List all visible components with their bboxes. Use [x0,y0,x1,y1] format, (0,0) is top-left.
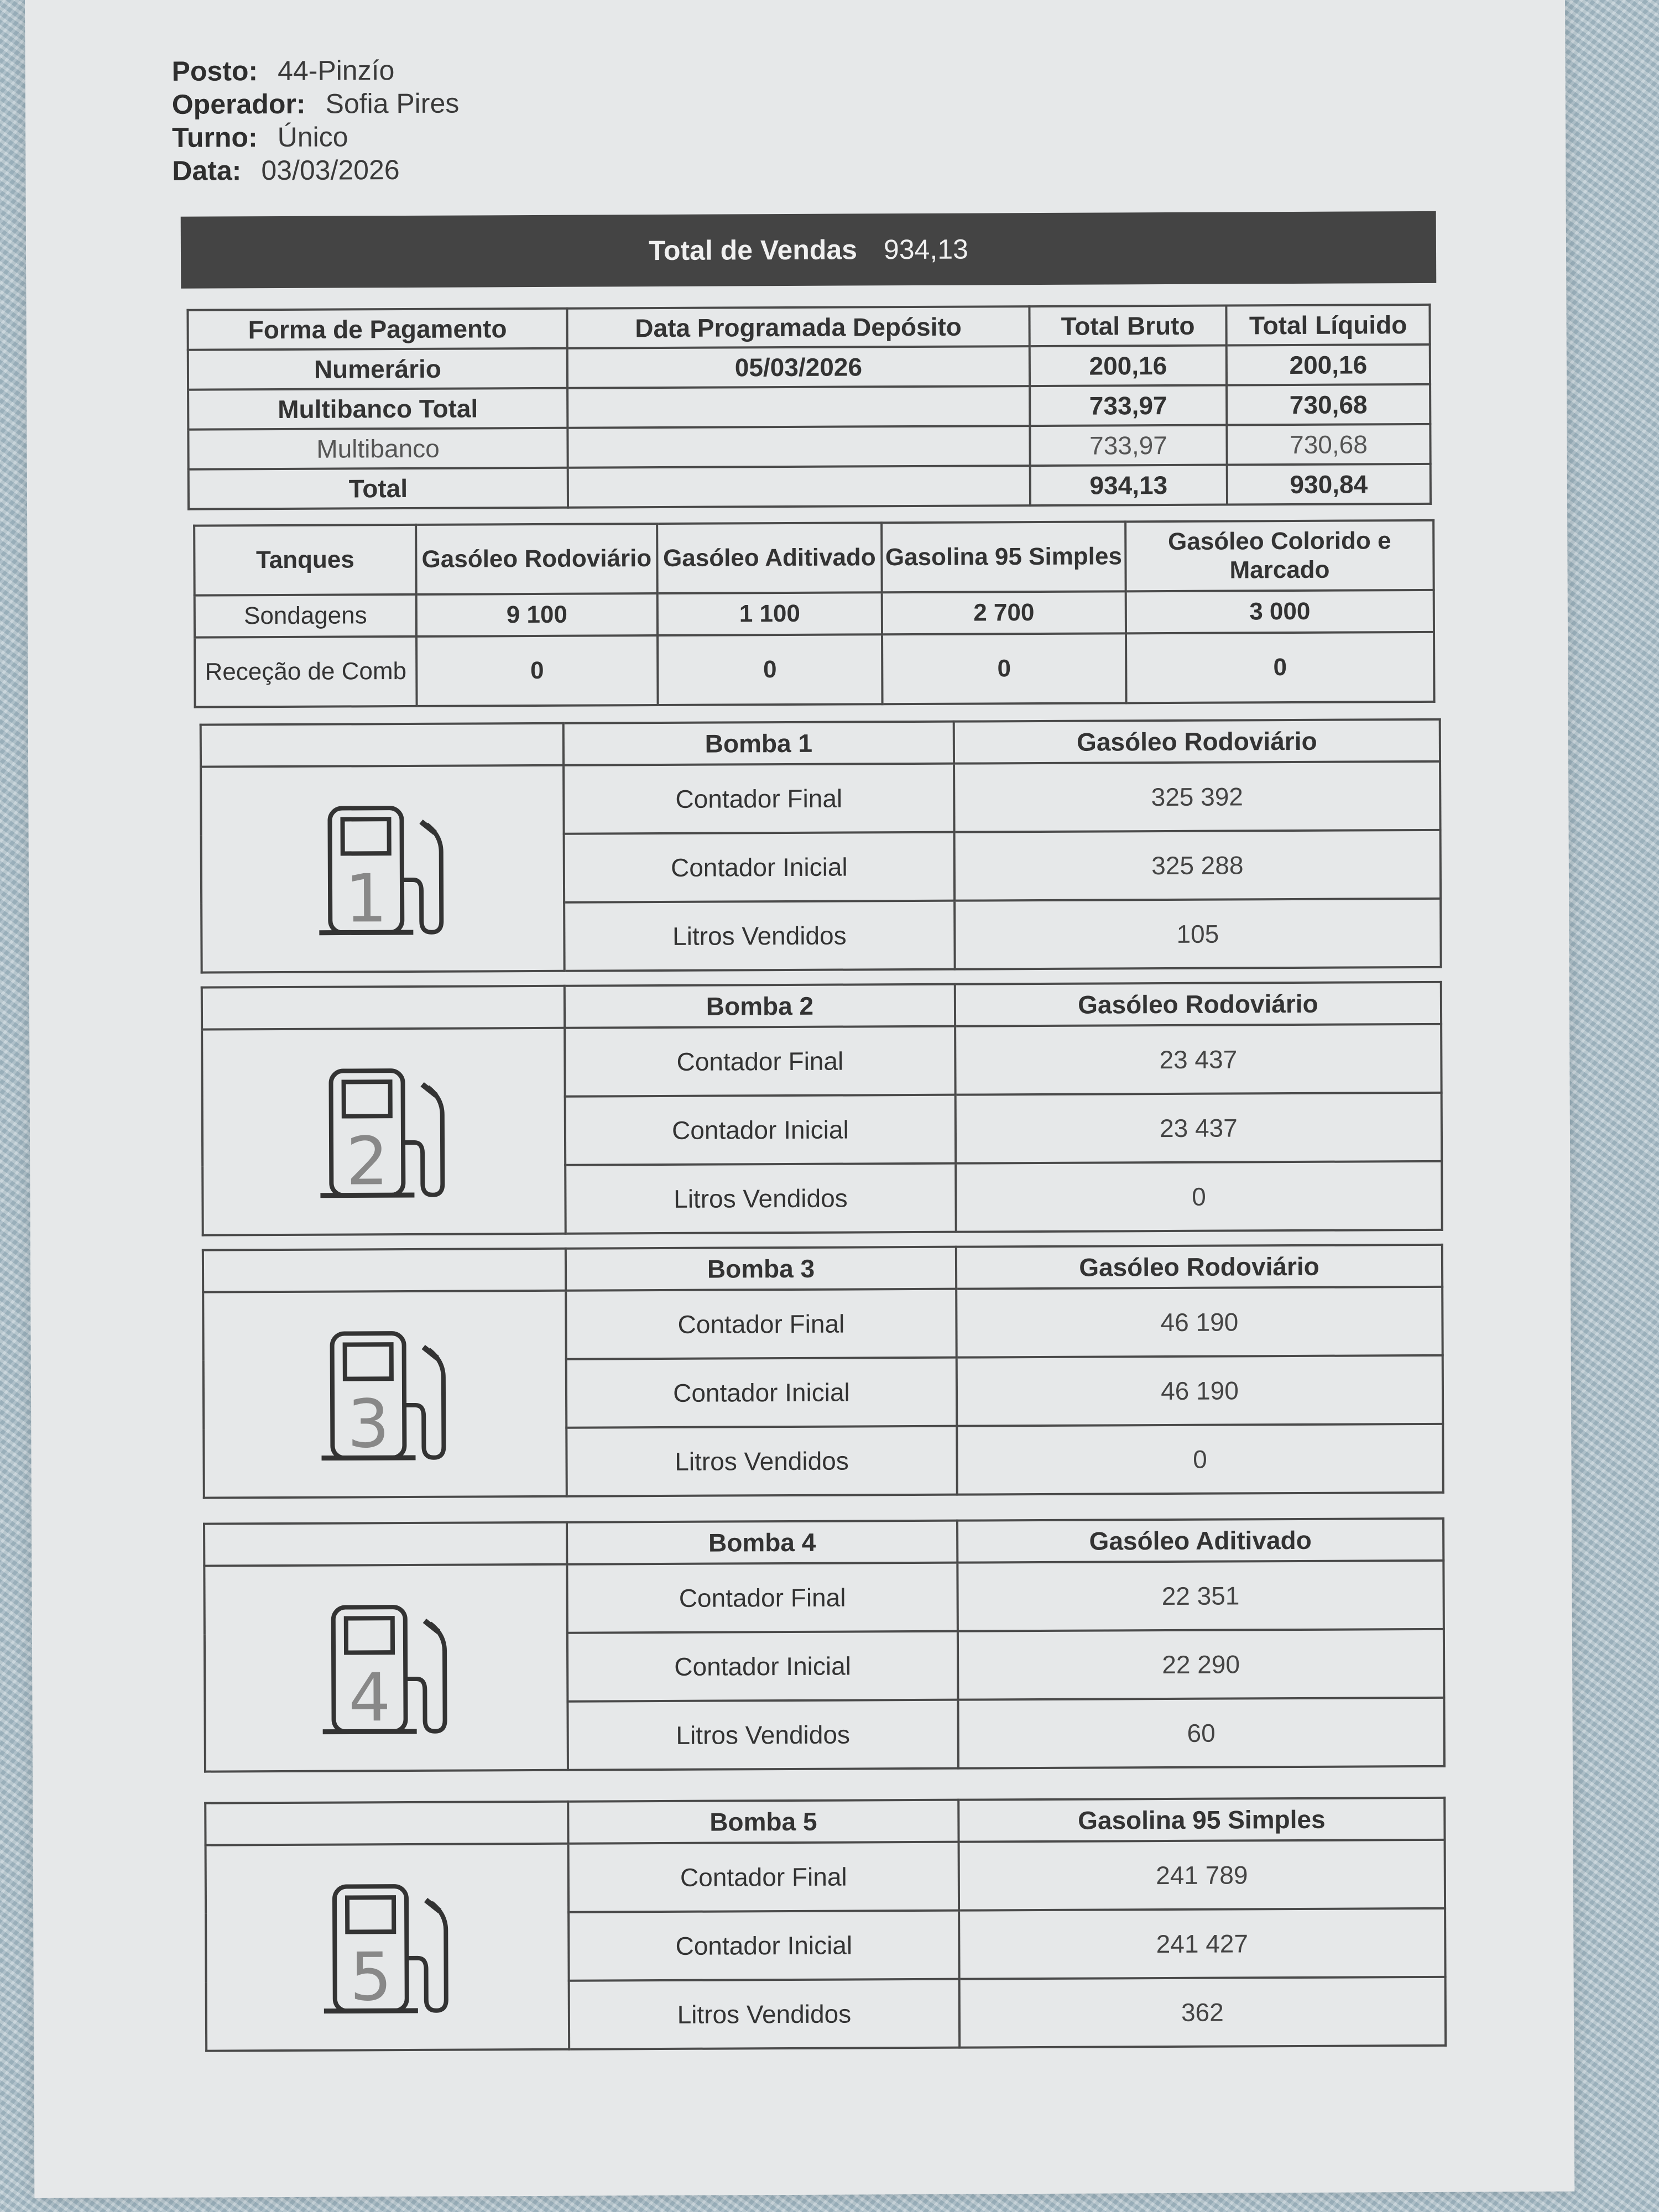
litros-vendidos-value: 0 [957,1424,1443,1495]
pump-table-5 [204,1797,1447,2052]
table-row [201,761,1441,836]
litros-vendidos-label: Litros Vendidos [569,1979,960,2049]
table-row [188,384,1430,430]
litros-vendidos-value: 0 [956,1161,1442,1232]
rececao-value: 0 [1126,632,1434,703]
fuel-pump-icon [321,1870,454,2025]
litros-vendidos-value: 60 [958,1698,1444,1768]
contador-final-label: Contador Final [564,764,954,834]
payment-data [567,386,1030,428]
payment-liquido: 730,68 [1227,424,1430,465]
pump-fuel: Gasóleo Rodoviário [956,1245,1442,1289]
pump-name: Bomba 3 [566,1247,956,1291]
contador-inicial-value: 22 290 [958,1629,1444,1700]
sondagens-label: Sondagens [195,594,416,638]
fuel-pump-icon [317,1054,450,1209]
pump-number: 1 [345,860,388,938]
pump-fuel: Gasóleo Rodoviário [954,719,1440,764]
pump-table-3 [202,1244,1444,1499]
pump-number: 5 [349,1939,393,2016]
pump-name: Bomba 2 [565,984,955,1028]
payment-data [567,426,1030,468]
sondagem-value: 9 100 [416,593,658,637]
fuel-pump-icon-cell [206,1844,570,2051]
data-label: Data: [172,155,242,186]
contador-inicial-label: Contador Inicial [567,1631,958,1702]
payment-liquido: 200,16 [1227,345,1430,385]
litros-vendidos-value: 105 [954,899,1441,969]
tanks-header-col: Gasóleo Aditivado [657,523,882,593]
pump-header-empty [201,723,564,767]
contador-final-label: Contador Final [565,1026,956,1097]
rececao-value: 0 [416,635,658,706]
turno-value: Único [277,121,348,153]
pump-table-2 [201,981,1443,1237]
litros-vendidos-label: Litros Vendidos [565,1164,956,1234]
sondagem-value: 2 700 [882,591,1126,634]
table-row [206,1840,1446,1914]
contador-inicial-value: 325 288 [954,830,1441,901]
total-vendas-label: Total de Vendas [648,234,858,267]
fuel-pump-icon-cell [202,1028,566,1235]
contador-inicial-label: Contador Inicial [568,1911,959,1981]
contador-inicial-value: 23 437 [956,1093,1442,1164]
payments-header-bruto: Total Bruto [1029,306,1226,347]
contador-final-value: 23 437 [955,1024,1442,1095]
contador-final-label: Contador Final [567,1563,958,1633]
pump-fuel: Gasóleo Aditivado [957,1519,1443,1563]
sondagem-value: 3 000 [1126,590,1434,633]
litros-vendidos-value: 362 [959,1977,1446,2048]
contador-inicial-label: Contador Inicial [565,1095,956,1165]
rececao-value: 0 [882,633,1126,704]
tanks-header-col: Gasolina 95 Simples [881,521,1126,592]
pump-header-row [205,1798,1444,1845]
pump-table-1 [200,718,1442,974]
fuel-pump-icon [320,1590,453,1746]
pump-header-empty [202,986,565,1030]
tanks-header-col: Gasóleo Rodoviário [416,524,658,594]
sondagem-value: 1 100 [658,592,882,635]
pump-number: 4 [348,1660,391,1737]
table-row [203,1287,1443,1361]
pump-fuel: Gasolina 95 Simples [958,1798,1444,1842]
pump-name: Bomba 1 [564,722,954,765]
payment-liquido: 730,68 [1227,384,1430,425]
pump-header-empty [204,1522,567,1566]
payments-table [186,304,1432,510]
payments-header-row [187,305,1430,350]
litros-vendidos-label: Litros Vendidos [566,1426,957,1496]
operador-value: Sofia Pires [325,87,460,119]
contador-final-value: 22 351 [957,1561,1444,1631]
payment-bruto: 733,97 [1030,425,1227,466]
contador-inicial-value: 46 190 [957,1355,1443,1426]
table-row [202,1024,1442,1098]
fuel-pump-icon [316,791,449,947]
pump-header-empty [203,1249,566,1292]
report-header [171,54,460,187]
table-row [189,464,1431,509]
posto-label: Posto: [171,55,258,87]
payment-forma: Multibanco Total [188,388,567,430]
contador-final-label: Contador Final [568,1842,959,1912]
pump-header-row [204,1519,1443,1566]
total-vendas-bar [181,211,1437,289]
payment-forma: Total [189,468,568,509]
pump-header-row [202,982,1441,1030]
contador-final-label: Contador Final [566,1289,957,1359]
payment-bruto: 934,13 [1030,465,1227,506]
payment-bruto: 733,97 [1030,385,1227,426]
pump-number: 2 [346,1123,389,1201]
table-row [195,632,1434,707]
fuel-pump-icon [318,1317,451,1472]
report-paper [25,0,1574,2198]
tanks-header-tanques: Tanques [194,525,416,596]
fuel-pump-icon-cell [201,765,565,973]
payment-liquido: 930,84 [1227,464,1431,505]
fuel-pump-icon-cell [204,1564,568,1772]
contador-inicial-label: Contador Inicial [564,832,955,902]
total-vendas-value: 934,13 [883,233,969,265]
payment-bruto: 200,16 [1030,346,1227,387]
pump-header-row [201,719,1440,767]
table-row [188,424,1430,469]
turno-label: Turno: [171,122,258,153]
pump-fuel: Gasóleo Rodoviário [955,982,1441,1026]
payment-forma: Multibanco [188,428,567,469]
tanks-table [193,519,1435,708]
payments-header-liquido: Total Líquido [1226,305,1430,346]
rececao-value: 0 [658,634,883,705]
posto-value: 44-Pinzío [277,55,395,87]
table-row [188,345,1430,390]
contador-final-value: 325 392 [954,761,1441,832]
pump-header-empty [205,1802,568,1845]
pump-header-row [203,1245,1442,1292]
litros-vendidos-label: Litros Vendidos [564,901,955,971]
pump-name: Bomba 5 [568,1800,958,1844]
pump-table-4 [203,1517,1446,1773]
table-row [204,1561,1444,1635]
contador-inicial-label: Contador Inicial [566,1358,957,1428]
contador-final-value: 46 190 [956,1287,1443,1358]
table-row [195,590,1434,638]
tanks-header-row [194,520,1434,596]
payment-data [568,466,1030,508]
data-value: 03/03/2026 [261,154,400,186]
payment-data: 05/03/2026 [567,346,1030,388]
payments-header-data: Data Programada Depósito [567,306,1029,348]
litros-vendidos-label: Litros Vendidos [567,1700,958,1770]
payment-forma: Numerário [188,348,567,390]
contador-inicial-value: 241 427 [959,1908,1446,1979]
payments-header-forma: Forma de Pagamento [187,309,567,350]
operador-label: Operador: [171,88,306,120]
fuel-pump-icon-cell [203,1291,567,1498]
tanks-header-col: Gasóleo Colorido e Marcado [1125,520,1434,591]
rececao-label: Receção de Comb [195,637,417,707]
contador-final-value: 241 789 [959,1840,1446,1911]
pump-name: Bomba 4 [567,1521,957,1564]
pump-number: 3 [347,1386,390,1463]
